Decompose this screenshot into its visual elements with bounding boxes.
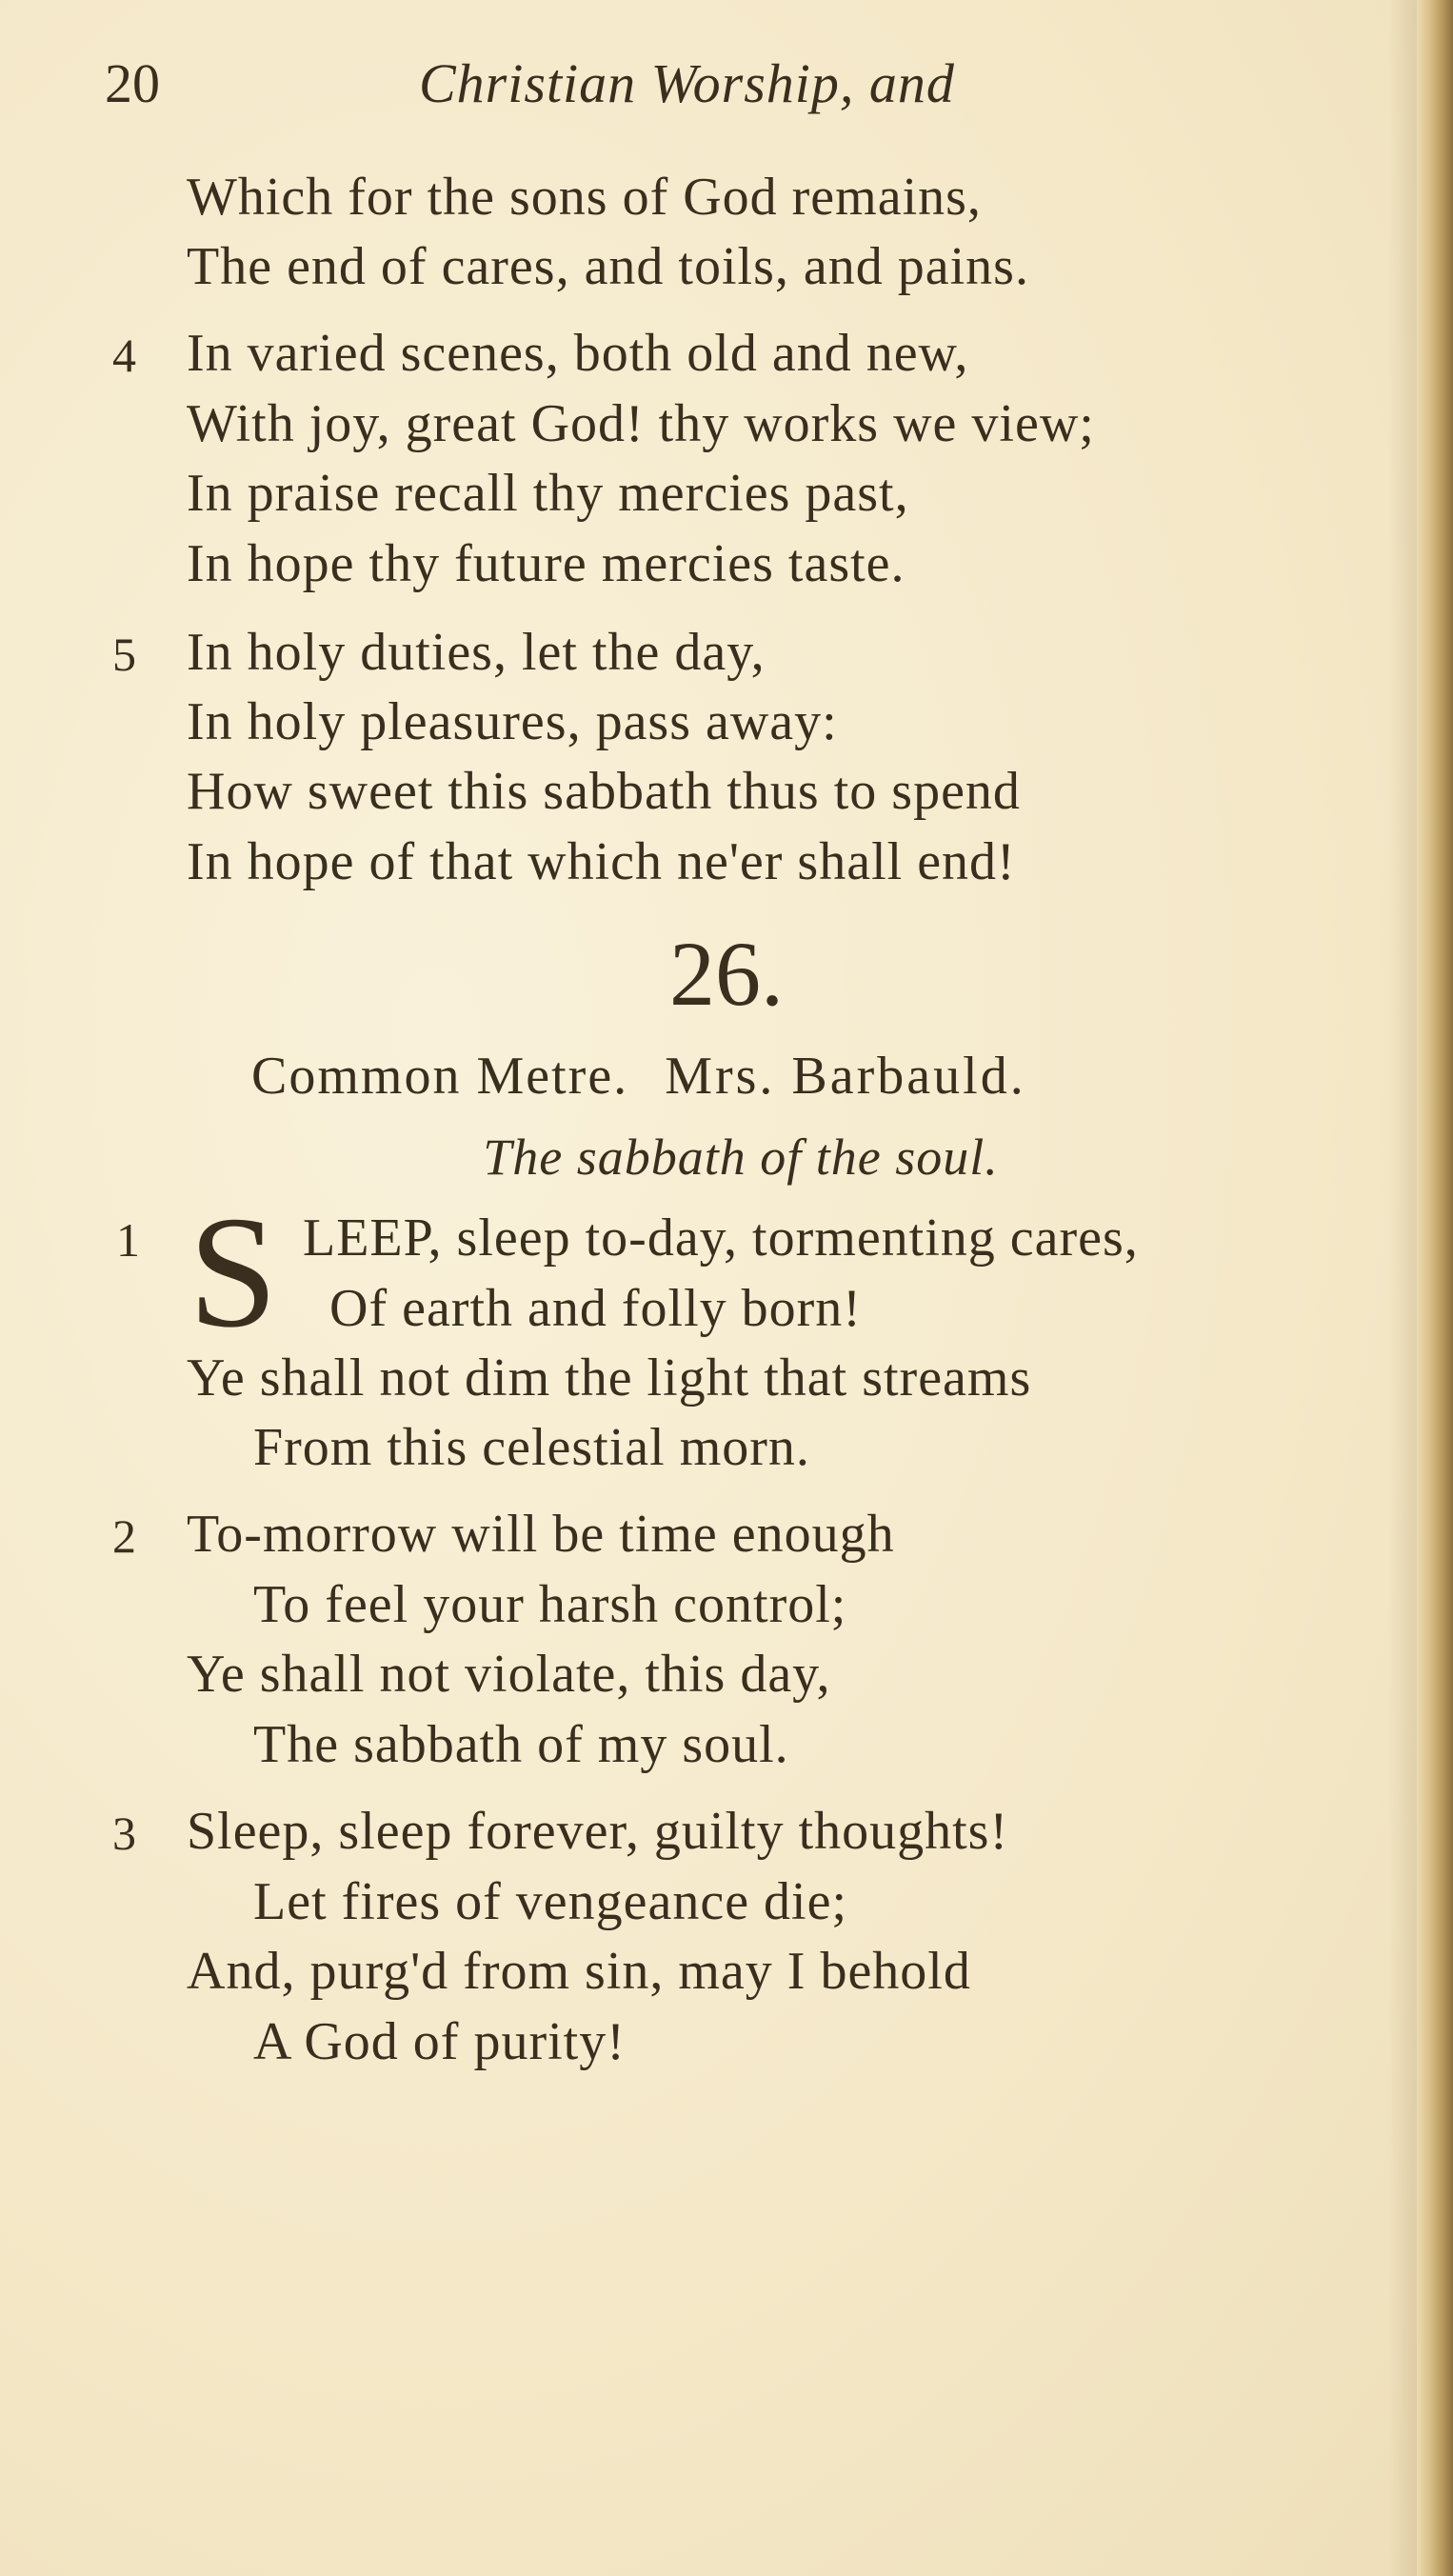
verse-line: Ye shall not violate, this day,	[187, 1645, 831, 1704]
verse-line: In praise recall thy mercies past,	[187, 464, 909, 523]
verse-line: How sweet this sabbath thus to spend	[187, 762, 1021, 821]
verse-number: 5	[112, 628, 136, 681]
verse-number: 1	[116, 1213, 140, 1267]
page-number: 20	[105, 52, 160, 114]
verse-line: A God of purity!	[253, 2012, 626, 2071]
verse-number: 4	[112, 329, 136, 382]
verse-line: With joy, great God! thy works we view;	[187, 394, 1095, 453]
gutter-shadow	[1388, 0, 1417, 2576]
verse-line: In varied scenes, both old and new,	[187, 324, 969, 383]
verse-line: In hope of that which ne'er shall end!	[187, 832, 1016, 891]
verse-number: 2	[112, 1509, 136, 1563]
hymn-meter-author	[251, 1038, 1026, 1114]
verse-line: Sleep, sleep forever, guilty thoughts!	[187, 1802, 1009, 1861]
verse-line: The sabbath of my soul.	[253, 1715, 789, 1774]
page-edge	[1417, 0, 1453, 2576]
verse-number: 3	[112, 1807, 136, 1860]
hymn-number: 26.	[669, 923, 784, 1025]
verse-line: LEEP, sleep to-day, tormenting cares,	[303, 1208, 1139, 1268]
running-head	[105, 38, 1247, 124]
hymn-subtitle: The sabbath of the soul.	[483, 1128, 999, 1186]
hymn-meter: Common Metre.	[251, 1047, 629, 1106]
verse-line: In holy duties, let the day,	[187, 623, 766, 682]
continuation-line: The end of cares, and toils, and pains.	[187, 237, 1029, 296]
drop-cap: S	[189, 1184, 278, 1361]
running-title: Christian Worship, and	[419, 52, 955, 114]
verse-line: In holy pleasures, pass away:	[187, 692, 838, 751]
continuation-line: Which for the sons of God remains,	[187, 168, 982, 227]
verse-line: Of earth and folly born!	[329, 1279, 862, 1338]
verse-line: To feel your harsh control;	[253, 1575, 847, 1634]
verse-line: Ye shall not dim the light that streams	[187, 1348, 1032, 1408]
verse-line: From this celestial morn.	[253, 1418, 810, 1477]
verse-line: And, purg'd from sin, may I behold	[187, 1942, 971, 2001]
verse-line: To-morrow will be time enough	[187, 1505, 895, 1564]
verse-line: Let fires of vengeance die;	[253, 1872, 848, 1931]
hymn-author: Mrs. Barbauld.	[665, 1047, 1026, 1106]
verse-line: In hope thy future mercies taste.	[187, 534, 906, 593]
